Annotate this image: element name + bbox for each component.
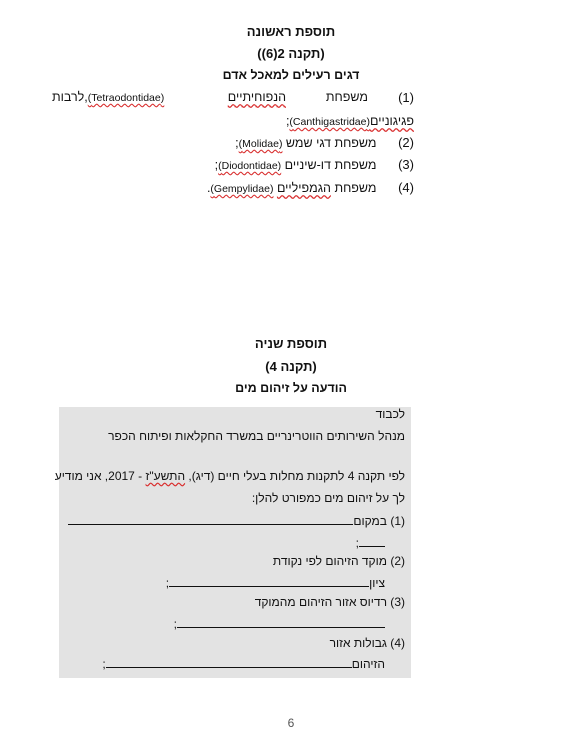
- item-label: משפחת: [334, 158, 377, 172]
- page-number: 6: [287, 716, 295, 730]
- appendix1-title: תוספת ראשונה: [246, 24, 336, 39]
- item-number: (2): [398, 135, 414, 150]
- form-intro-line2: לך על זיהום מים כמפורט להלן:: [251, 491, 405, 505]
- field-radius-input[interactable]: [177, 616, 385, 628]
- form-intro-line1: [54, 469, 411, 483]
- appendix2-subtitle: הודעה על זיהום מים: [235, 381, 347, 395]
- field-radius: (3) רדיוס אזור הזיהום מהמוקד: [254, 595, 405, 609]
- field-location-label: (1) במקום: [353, 514, 405, 528]
- list-item: [52, 90, 414, 108]
- item-label: משפחת: [325, 90, 368, 104]
- appendix2-title: תוספת שניה: [254, 336, 328, 351]
- item-suffix: ;: [285, 114, 290, 128]
- item-number: (4): [398, 180, 414, 195]
- item-latin-name: (Canthigastridae): [289, 116, 370, 128]
- item-suffix: ;: [235, 136, 239, 150]
- item-family-name: הנפוחיתיים: [227, 90, 286, 104]
- intro-text: לפי תקנה 4 לתקנות מחלות בעלי חיים (דיג),: [188, 469, 405, 483]
- form-addressee: מנהל השירותים הווטרינריים במשרד החקלאות ופיתוח הכפר: [108, 429, 405, 443]
- field-end: ;: [102, 657, 106, 671]
- intro-text: - 2017, אני מודיע: [54, 469, 143, 483]
- field-boundaries-input[interactable]: [106, 656, 352, 668]
- appendix1-regulation: (תקנה 2(6)): [257, 46, 325, 61]
- list-item: [207, 180, 414, 195]
- item-latin-name: (Molidae): [238, 138, 283, 150]
- appendix1-subtitle: דגים רעילים למאכל אדם: [222, 68, 360, 82]
- item-number: (3): [398, 157, 414, 172]
- item-label: משפחת: [334, 181, 377, 195]
- field-end: ;: [355, 536, 359, 550]
- field-end: ;: [165, 576, 170, 590]
- item-latin-name: (Diodontidae): [218, 160, 282, 172]
- list-item-continuation: [0, 114, 414, 128]
- field-radius-cont: [59, 616, 411, 631]
- field-focus-cont: [59, 575, 411, 590]
- item-label: משפחת: [334, 136, 377, 150]
- item-latin-name: (Gempylidae): [210, 183, 274, 195]
- item-suffix: .: [206, 181, 211, 195]
- field-focus-input[interactable]: [169, 575, 369, 587]
- field-end: ;: [173, 617, 177, 631]
- item-suffix: ;: [214, 158, 219, 172]
- notification-form: [54, 407, 411, 678]
- field-location-input-cont[interactable]: [359, 535, 385, 547]
- item-family-name: דו-שיניים: [284, 158, 331, 172]
- field-focus: (2) מוקד הזיהום לפי נקודת: [272, 554, 405, 568]
- item-family-name: הגמפיליים: [276, 181, 331, 195]
- field-focus-label-cont: ציון: [369, 576, 385, 590]
- form-to: לכבוד: [375, 407, 405, 421]
- list-item: [235, 135, 414, 150]
- item-family-name: פגיגוניים: [369, 114, 414, 128]
- field-boundaries-cont: [59, 656, 411, 671]
- item-suffix: ,לרבות: [52, 90, 88, 104]
- field-location: [59, 513, 411, 528]
- item-number: (1): [398, 90, 414, 105]
- intro-year: התשע"ז: [145, 469, 186, 483]
- item-family-name: דגי שמש: [285, 136, 331, 150]
- appendix2-regulation: (תקנה 4): [265, 359, 317, 374]
- field-boundaries: (4) גבולות אזור: [329, 636, 405, 650]
- field-boundaries-label-cont: הזיהום: [351, 657, 385, 671]
- list-item: [215, 157, 414, 172]
- field-location-cont: [59, 535, 411, 550]
- item-latin-name: (Tetraodontidae): [87, 92, 165, 104]
- field-location-input[interactable]: [68, 513, 353, 525]
